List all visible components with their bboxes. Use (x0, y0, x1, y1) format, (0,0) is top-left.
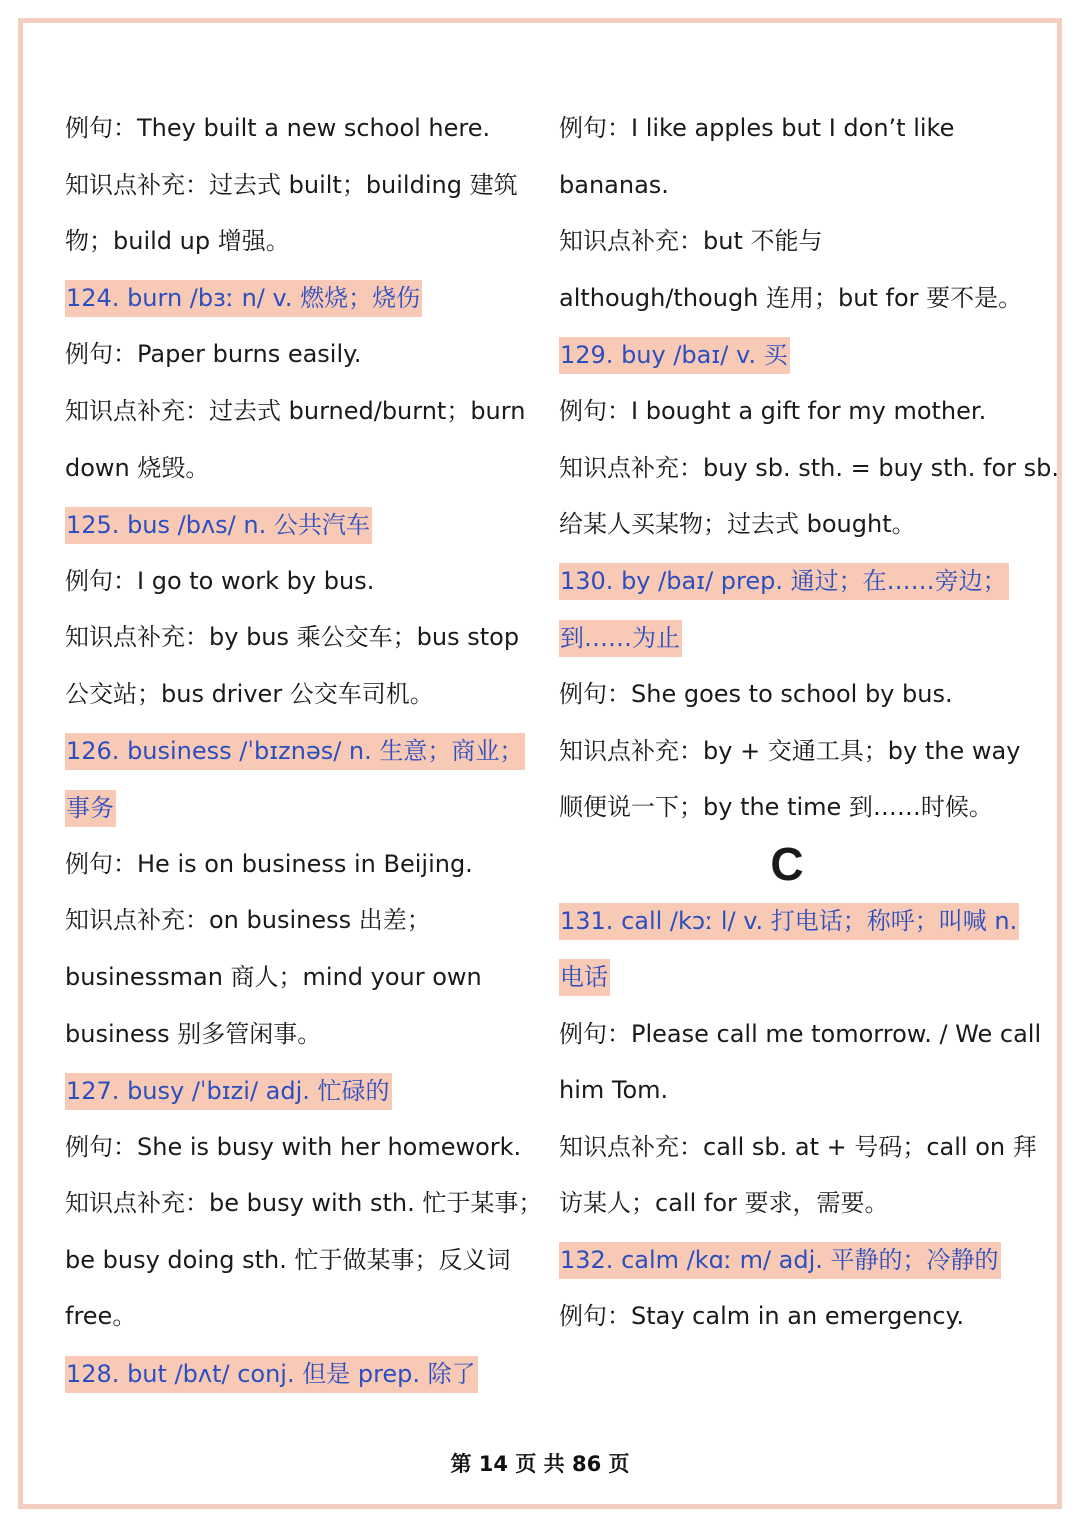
body-text-line: free。 (65, 1302, 137, 1331)
vocab-entry-line (65, 1062, 530, 1119)
body-text-line: businessman 商人；mind your own (65, 962, 482, 991)
body-text-line: 知识点补充：by bus 乘公交车；bus stop (65, 623, 520, 652)
body-text-line: 知识点补充：but 不能与 (559, 227, 823, 256)
vocab-entry-heading: 130. by /baɪ/ prep. 通过；在……旁边； (559, 563, 1009, 600)
vocab-entry-heading: 129. buy /baɪ/ v. 买 (559, 337, 790, 374)
vocab-entry-heading: 126. business /ˈbɪznəs/ n. 生意；商业； (65, 733, 525, 770)
vocab-entry-heading: 127. busy /ˈbɪzi/ adj. 忙碌的 (65, 1073, 392, 1110)
body-text-line: 公交站；bus driver 公交车司机。 (65, 679, 434, 708)
body-text-line: 例句：Please call me tomorrow. / We call (559, 1019, 1042, 1048)
vocab-entry-heading: 128. but /bʌt/ conj. 但是 prep. 除了 (65, 1356, 478, 1393)
body-text-line: although/though 连用；but for 要不是。 (559, 283, 1023, 312)
vocab-entry-heading: 电话 (559, 959, 610, 996)
body-text-line: 例句：Paper burns easily. (65, 340, 362, 369)
vocab-entry-heading: 125. bus /bʌs/ n. 公共汽车 (65, 507, 372, 544)
body-text-line: 知识点补充：on business 出差； (65, 906, 431, 935)
vocab-entry-line (65, 723, 530, 780)
vocab-entry-line (559, 949, 1029, 1006)
vocab-entry-line (559, 892, 1029, 949)
body-text-line: 例句：Stay calm in an emergency. (559, 1302, 964, 1331)
body-text-line: 例句：She is busy with her homework. (65, 1132, 522, 1161)
vocab-entry-heading: 到……为止 (559, 620, 682, 657)
vocab-entry-line (65, 270, 530, 327)
body-text-line: 例句：I bought a gift for my mother. (559, 396, 987, 425)
body-text-line: 知识点补充：过去式 burned/burnt；burn (65, 396, 526, 425)
vocab-entry-heading: 124. burn /bɜː n/ v. 燃烧；烧伤 (65, 280, 422, 317)
vocab-entry-line (559, 326, 1029, 383)
body-text-line: 知识点补充：be busy with sth. 忙于某事； (65, 1189, 543, 1218)
body-text-line: 例句：I go to work by bus. (65, 566, 375, 595)
body-text-line: 知识点补充：buy sb. sth. = buy sth. for sb. (559, 453, 1060, 482)
body-text-line: 例句：They built a new school here. (65, 114, 491, 142)
vocab-entry-line (559, 609, 1029, 666)
body-text-line: 例句：I like apples but I don’t like (559, 114, 955, 142)
body-text-line: bananas. (559, 170, 669, 199)
body-text-line: be busy doing sth. 忙于做某事；反义词 (65, 1245, 511, 1274)
vocab-entry-heading: 132. calm /kɑː m/ adj. 平静的；冷静的 (559, 1242, 1001, 1279)
vocab-entry-line (65, 496, 530, 553)
body-text-line: 知识点补充：by + 交通工具；by the way (559, 736, 1021, 765)
left-column (65, 100, 543, 1402)
vocab-entry-line (65, 779, 530, 836)
vocab-entry-line (559, 553, 1029, 610)
body-text-line: 知识点补充：过去式 built；building 建筑 (65, 170, 518, 199)
vocab-entry-heading: 131. call /kɔː l/ v. 打电话；称呼；叫喊 n. (559, 903, 1019, 940)
body-text-line: 例句：She goes to school by bus. (559, 679, 953, 708)
body-text-line: down 烧毁。 (65, 453, 210, 482)
section-letter: C (770, 837, 804, 890)
body-text-line: 给某人买某物；过去式 bought。 (559, 510, 916, 539)
vocab-entry-line (559, 1232, 1029, 1289)
body-text-line: business 别多管闲事。 (65, 1019, 322, 1048)
body-text-line: him Tom. (559, 1076, 669, 1105)
vocab-entry-heading: 事务 (65, 790, 116, 827)
page-footer: 第 14 页 共 86 页 (450, 1452, 630, 1476)
body-text-line: 例句：He is on business in Beijing. (65, 849, 473, 878)
body-text-line: 顺便说一下；by the time 到……时候。 (559, 793, 993, 822)
vocab-entry-line (65, 1345, 530, 1402)
body-text-line: 物；build up 增强。 (65, 227, 290, 256)
body-text-line: 访某人；call for 要求，需要。 (559, 1189, 889, 1218)
body-text-line: 知识点补充：call sb. at + 号码；call on 拜 (559, 1132, 1037, 1161)
right-column (559, 100, 1060, 1345)
